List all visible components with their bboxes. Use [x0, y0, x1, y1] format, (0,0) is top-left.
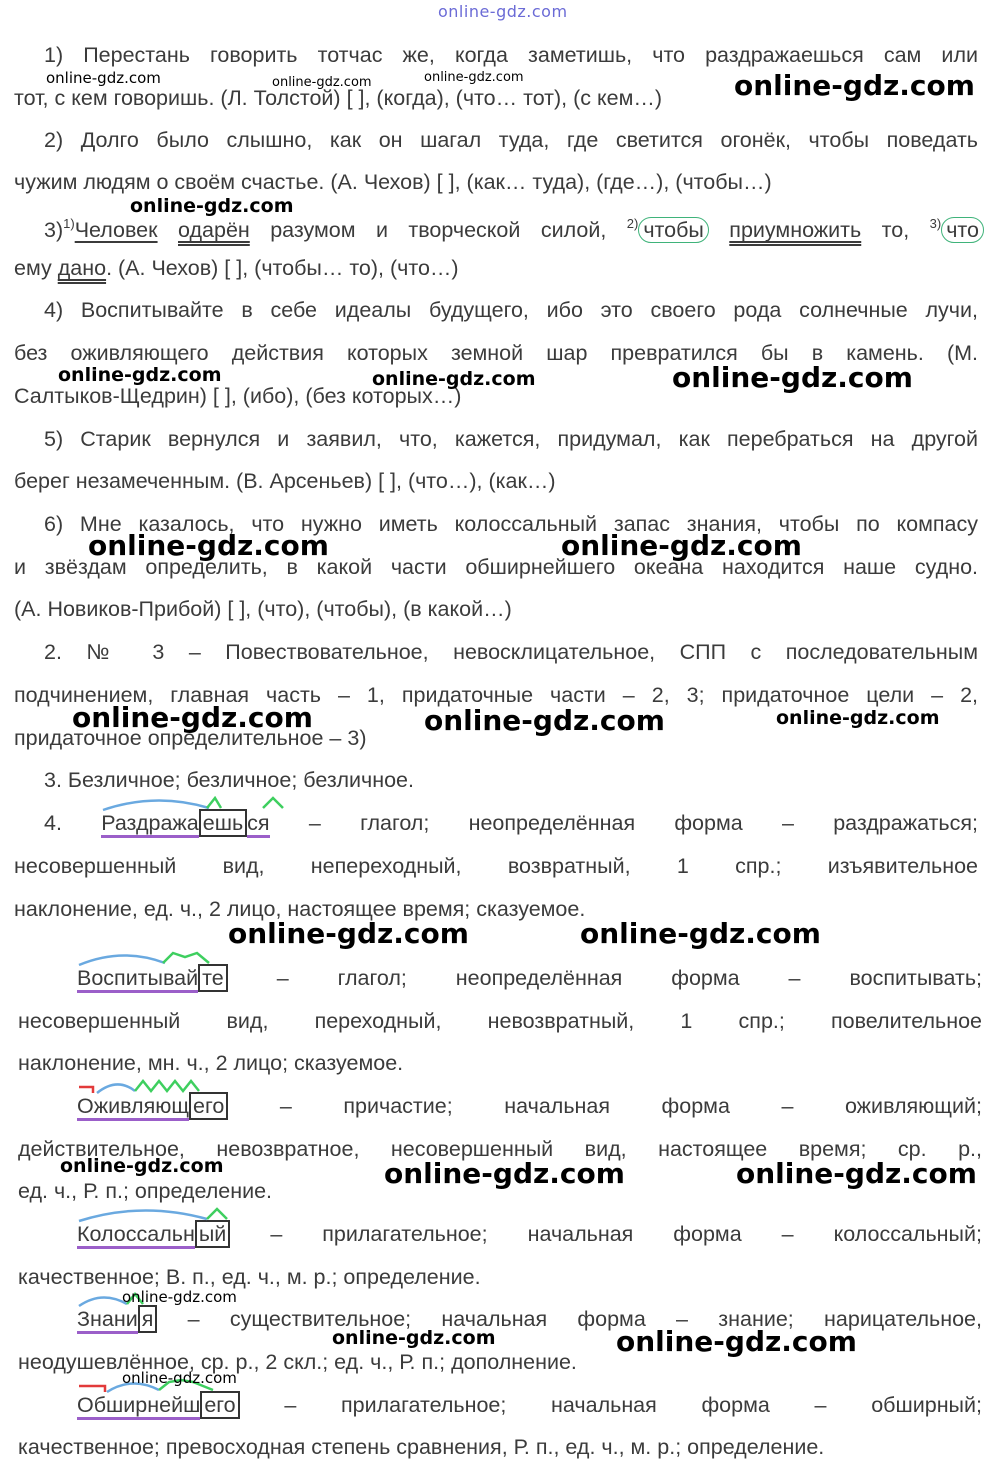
parse-word-2-line-2: несовершенный вид, переходный, невозвратный, 1 спр.; повелительное	[18, 1009, 982, 1033]
watermark: online-gdz.com	[122, 1369, 237, 1387]
sentence-3-text-b: то,	[881, 218, 910, 242]
sentence-3-line-2	[14, 255, 978, 281]
word-stem: Знани	[77, 1307, 138, 1334]
sentence-3-text-a: разумом и творческой силой,	[270, 218, 607, 242]
task-2-line-2: подчинением, главная часть – 1, придаточные части – 2, 3; придаточное цели – 2,	[14, 683, 978, 707]
parse-word-6-line-2: качественное; превосходная степень сравнения, Р. п., ед. ч., м. р.; определение.	[18, 1435, 825, 1459]
watermark: online-gdz.com	[616, 1325, 857, 1358]
task-3-line: 3. Безличное; безличное; безличное.	[44, 768, 414, 792]
word-stem: Воспитыва	[77, 966, 186, 993]
sentence-1-line-2: тот, с кем говоришь. (Л. Толстой) [ ], (когда), (что… тот), (с кем…)	[14, 86, 663, 110]
word-stem: Обширнейш	[77, 1393, 200, 1420]
clause-2-marker: 2)	[626, 216, 639, 231]
clause-1-marker: 1)	[63, 216, 75, 231]
parse-word-1-text: – глагол; неопределённая форма – раздражаться;	[308, 811, 978, 835]
parse-word-6-text: – прилагательное; начальная форма – обширный;	[284, 1393, 982, 1417]
parse-word-4-text: – прилагательное; начальная форма – колоссальный;	[270, 1222, 982, 1246]
morpheme-word-obshirneyshego	[77, 1392, 240, 1418]
watermark: online-gdz.com	[122, 1288, 237, 1306]
parse-word-2-line-1	[77, 965, 982, 991]
parse-word-4-line-2: качественное; В. п., ед. ч., м. р.; определение.	[18, 1265, 481, 1289]
morpheme-word-znaniya	[77, 1306, 157, 1332]
sentence-4-line-1: 4) Воспитывайте в себе идеалы будущего, ибо это своего рода солнечные лучи,	[44, 298, 978, 322]
sentence-4-line-2: без оживляющего действия которых земной шар превратился бы в камень. (М.	[14, 341, 978, 365]
watermark: online-gdz.com	[272, 75, 372, 90]
morpheme-word-kolossalnyy	[77, 1221, 230, 1247]
word-ending: ый	[195, 1220, 230, 1248]
watermark: online-gdz.com	[672, 361, 913, 394]
word-ending: я	[138, 1305, 158, 1333]
parse-word-5-text: – существительное; начальная форма – знание; нарицательное,	[187, 1307, 982, 1331]
parse-word-3-line-2: действительное, невозвратное, несовершенный вид, настоящее время; ср. р.,	[18, 1137, 982, 1161]
parse-word-3-line-3: ед. ч., Р. п.; определение.	[18, 1179, 273, 1203]
watermark: online-gdz.com	[424, 704, 665, 737]
word-ending: те	[198, 964, 228, 992]
watermark: online-gdz.com	[734, 69, 975, 102]
watermark: online-gdz.com	[72, 701, 313, 734]
sentence-6-line-2: и звёздам определить, в какой части обширнейшего океана находится наше судно.	[14, 555, 978, 579]
sentence-5-line-2: берег незамеченным. (В. Арсеньев) [ ], (что…), (как…)	[14, 469, 556, 493]
parse-word-5-line-2: неодушевлённое, ср. р., 2 скл.; ед. ч., Р. п.; дополнение.	[18, 1350, 577, 1374]
predicate-word: одарён	[178, 218, 250, 242]
watermark: online-gdz.com	[332, 1327, 496, 1349]
sentence-3-text-c: . (А. Чехов) [ ], (чтобы… то), (что…)	[106, 256, 459, 280]
word-stem: Раздража	[101, 811, 199, 838]
morpheme-marks	[77, 1207, 247, 1223]
sentence-6-line-3: (А. Новиков-Прибой) [ ], (что), (чтобы), (в какой…)	[14, 597, 512, 621]
watermark: online-gdz.com	[580, 917, 821, 950]
conjunction-circled-1: чтобы	[638, 217, 709, 243]
watermark: online-gdz.com	[736, 1157, 977, 1190]
sentence-3-word: ему	[14, 256, 52, 280]
word-suffix: й	[186, 966, 198, 993]
sentence-1-line-1: 1) Перестань говорить тотчас же, когда заметишь, что раздражаешься сам или	[44, 43, 978, 67]
morpheme-word-vospityvayte	[77, 965, 228, 991]
morpheme-marks	[77, 951, 247, 967]
word-stem: Оживляющ	[77, 1094, 189, 1121]
parse-word-1-line-2: несовершенный вид, непереходный, возвратный, 1 спр.; изъявительное	[14, 854, 978, 878]
word-stem: Колоссальн	[77, 1222, 195, 1249]
parse-word-4-line-1	[77, 1221, 982, 1247]
sentence-3-number: 3)	[44, 218, 64, 242]
word-postfix: ся	[247, 811, 269, 838]
task-2-line-1: 2. № 3 – Повествовательное, невосклицательное, СПП с последовательным	[44, 640, 978, 664]
predicate-word-2: приумножить	[729, 218, 862, 242]
parse-word-1-line-1	[44, 810, 978, 836]
top-watermark: online-gdz.com	[438, 2, 568, 21]
morpheme-marks	[77, 1079, 247, 1095]
watermark: online-gdz.com	[58, 364, 222, 386]
subject-word: Человек	[74, 218, 158, 242]
conjunction-circled-2: что	[941, 217, 984, 243]
watermark: online-gdz.com	[46, 69, 161, 87]
watermark: online-gdz.com	[88, 529, 329, 562]
parse-word-2-line-3: наклонение, мн. ч., 2 лицо; сказуемое.	[18, 1051, 404, 1075]
watermark: online-gdz.com	[60, 1155, 224, 1177]
morpheme-marks	[101, 796, 291, 812]
sentence-6-line-1: 6) Мне казалось, что нужно иметь колоссальный запас знания, чтобы по компасу	[44, 512, 978, 536]
sentence-2-line-1: 2) Долго было слышно, как он шагал туда, где светится огонёк, чтобы поведать	[44, 128, 978, 152]
watermark: online-gdz.com	[130, 195, 294, 217]
watermark: online-gdz.com	[228, 917, 469, 950]
word-ending: ешь	[199, 809, 247, 837]
task-2-line-3: придаточное определительное – 3)	[14, 726, 367, 750]
parse-word-2-text: – глагол; неопределённая форма – воспитывать;	[276, 966, 982, 990]
parse-word-1-line-3: наклонение, ед. ч., 2 лицо, настоящее время; сказуемое.	[14, 897, 586, 921]
sentence-4-line-3: Салтыков-Щедрин) [ ], (ибо), (без которых…)	[14, 384, 462, 408]
sentence-5-line-1: 5) Старик вернулся и заявил, что, кажется, придумал, как перебраться на другой	[44, 427, 978, 451]
parse-word-3-line-1	[77, 1093, 982, 1119]
predicate-word-3: дано	[57, 256, 107, 280]
parse-word-3-text: – причастие; начальная форма – оживляющий;	[279, 1094, 982, 1118]
morpheme-word-razdrazhaeshsya	[101, 810, 269, 836]
task-4-number: 4.	[44, 811, 62, 835]
word-ending: его	[200, 1391, 239, 1419]
parse-word-6-line-1	[77, 1392, 982, 1418]
watermark: online-gdz.com	[776, 707, 940, 729]
clause-3-marker: 3)	[929, 216, 942, 231]
watermark: online-gdz.com	[384, 1157, 625, 1190]
watermark: online-gdz.com	[424, 70, 524, 85]
watermark: online-gdz.com	[372, 368, 536, 390]
morpheme-word-ozhivlyayushchego	[77, 1093, 228, 1119]
sentence-2-line-2: чужим людям о своём счастье. (А. Чехов) [ ], (как… туда), (где…), (чтобы…)	[14, 170, 772, 194]
watermark: online-gdz.com	[561, 529, 802, 562]
word-ending: его	[189, 1092, 228, 1120]
